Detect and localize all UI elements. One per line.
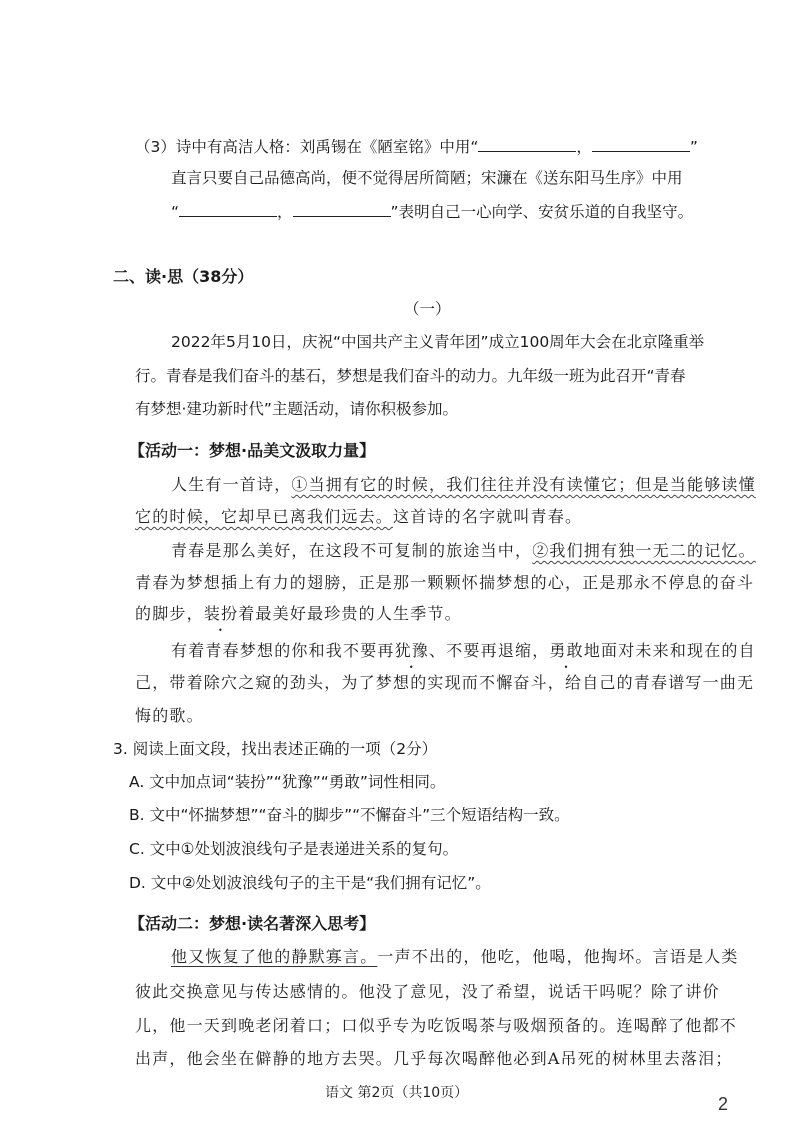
wavy-sentence-1: ①当拥有它的时候，我们往往并没有读懂它；但是当能够读懂 — [291, 475, 756, 494]
page-footer: 语文 第2页（共10页） — [325, 1085, 469, 1101]
q3-separator: ， — [576, 138, 592, 156]
q3-separator: ， — [277, 203, 293, 221]
passage-line: 悔的歌。 — [135, 706, 204, 725]
activity-two-title: 【活动二：梦想·读名著深入思考】 — [129, 914, 376, 933]
dotted-word: 犹豫 — [394, 641, 430, 660]
wavy-sentence-2: ②我们拥有独一无二的记忆。 — [532, 541, 756, 560]
answer-blank[interactable] — [179, 200, 277, 217]
q3-quote-end: ” — [689, 138, 698, 156]
passage-line: 出声，他会坐在僻静的地方去哭。几乎每次喝醉他必到A吊死的树林里去落泪； — [135, 1049, 733, 1068]
activity-one-title: 【活动一：梦想·品美文汲取力量】 — [129, 441, 376, 460]
answer-blank[interactable] — [478, 135, 576, 152]
section-title: 二、读·思（38分） — [113, 267, 254, 286]
option-b[interactable]: B. 文中“怀揣梦想”“奋斗的脚步”“不懈奋斗”三个短语结构一致。 — [129, 806, 570, 824]
passage-line — [171, 474, 756, 496]
q3-line-2: 直言只要自己品德高尚，便不觉得居所简陋；宋濂在《送东阳马生序》中用 — [171, 169, 683, 187]
answer-blank[interactable] — [293, 200, 391, 217]
passage-line — [171, 540, 756, 562]
wavy-sentence-1-cont: 它的时候，它却早已离我们远去。 — [135, 507, 394, 526]
page-number: 2 — [718, 1094, 729, 1114]
option-d[interactable]: D. 文中②处划波浪线句子的主干是“我们拥有记忆”。 — [129, 874, 491, 892]
part-heading: （一） — [404, 300, 451, 318]
dotted-word: 勇敢 — [549, 641, 584, 660]
passage-line: 彼此交换意见与传达感情的。他没了意见，没了希望，说话干吗呢？除了讲价 — [135, 982, 720, 1001]
q3-text: ”表明自己一心向学、安贫乐道的自我坚守。 — [390, 203, 694, 221]
passage-text: 这首诗的名字就叫青春。 — [393, 507, 583, 526]
passage-line — [135, 603, 462, 625]
question-stem: 3. 阅读上面文段，找出表述正确的一项（2分） — [113, 740, 438, 758]
option-a[interactable]: A. 文中加点词“装扮”“犹豫”“勇敢”词性相同。 — [129, 773, 446, 791]
passage-text: 人生有一首诗， — [171, 475, 292, 494]
intro-line: 行。青春是我们奋斗的基石，梦想是我们奋斗的动力。九年级一班为此召开“青春 — [135, 367, 686, 385]
passage-line — [135, 506, 582, 528]
intro-line: 有梦想·建功新时代”主题活动，请你积极参加。 — [135, 400, 458, 418]
passage-text: 、不要再退缩， — [429, 641, 550, 660]
q3-quote-open: “ — [171, 203, 180, 221]
q3-line-3 — [171, 200, 693, 223]
passage-text: 一声不出的，他吃，他喝，他掏坏。言语是人类 — [377, 947, 739, 966]
answer-blank[interactable] — [592, 135, 690, 152]
q3-text: （3）诗中有高洁人格：刘禹锡在《陋室铭》中用“ — [135, 138, 479, 156]
passage-line: 青春为梦想插上有力的翅膀，正是那一颗颗怀揣梦想的心，正是那永不停息的奋斗 — [135, 573, 755, 592]
passage-text: 着最美好最珍贵的人生季节。 — [238, 604, 462, 623]
passage-line: 儿，他一天到晚老闭着口；口似乎专为吃饭喝茶与吸烟预备的。连喝醉了他都不 — [135, 1016, 738, 1035]
option-c[interactable]: C. 文中①处划波浪线句子是表递进关系的复句。 — [129, 840, 459, 858]
passage-line — [171, 640, 756, 662]
passage-line — [171, 946, 739, 968]
dotted-word: 装扮 — [203, 604, 239, 623]
passage-text: 青春是那么美好，在这段不可复制的旅途当中， — [171, 541, 533, 560]
passage-text: 的脚步， — [135, 604, 204, 623]
underlined-sentence: 他又恢复了他的静默寡言。 — [171, 947, 378, 966]
intro-line: 2022年5月10日，庆祝“中国共产主义青年团”成立100周年大会在北京隆重举 — [171, 333, 705, 351]
passage-line: 己，带着除穴之窥的劲头，为了梦想的实现而不懈奋斗，给自己的青春谱写一曲无 — [135, 673, 755, 692]
q3-line-1 — [135, 135, 698, 158]
passage-text: 有着青春梦想的你和我不要再 — [171, 641, 395, 660]
passage-text: 地面对未来和现在的自 — [583, 641, 756, 660]
